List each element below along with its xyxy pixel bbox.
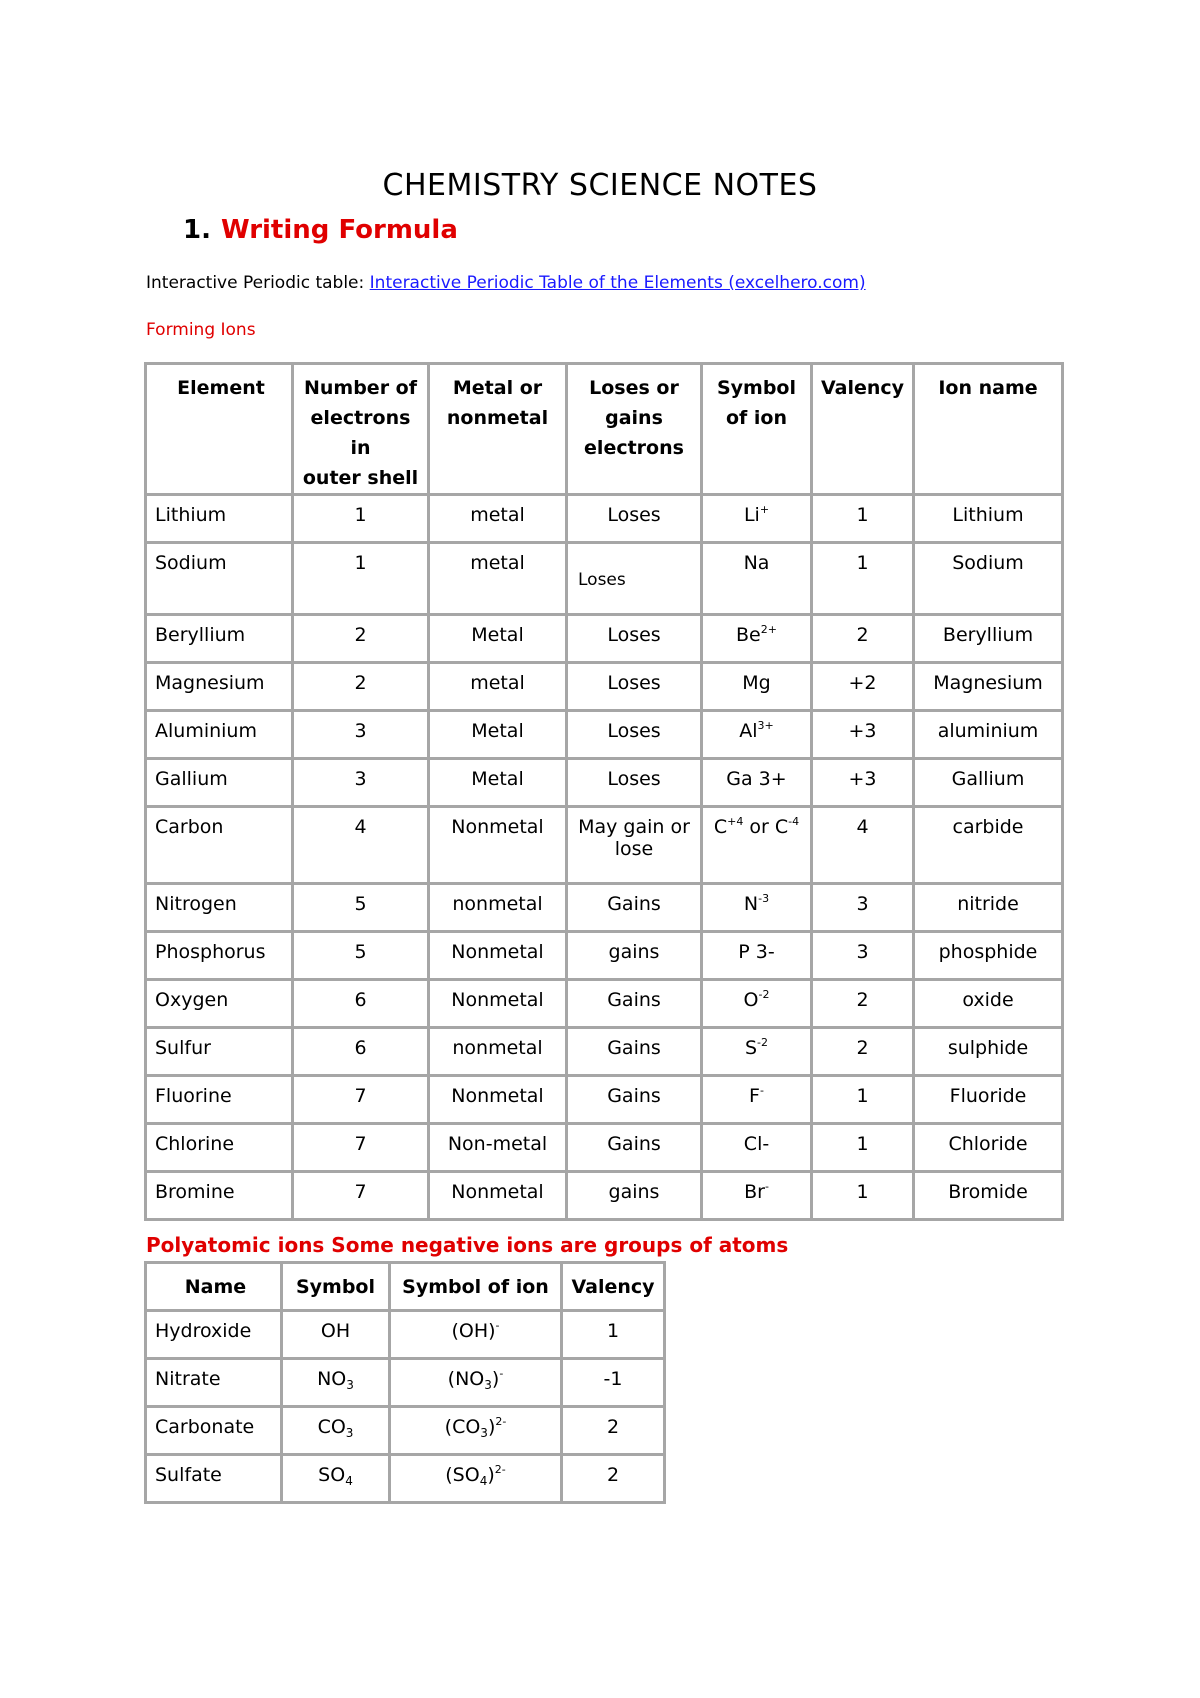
valency-cell: 1 [562,1311,665,1359]
header-electrons: Number of electrons in outer shell [293,364,429,495]
valency-cell: 4 [812,807,914,884]
section-number: 1. [183,215,211,245]
ion-name-cell: nitride [914,884,1063,932]
electrons-cell: 1 [293,543,429,615]
valency-cell: 2 [812,615,914,663]
symbol-cell: Mg [702,663,812,711]
valency-cell: 1 [812,495,914,543]
table-row [146,1455,665,1503]
periodic-table-line [146,273,866,293]
ion-name-cell: sulphide [914,1028,1063,1076]
metal-cell: nonmetal [429,884,567,932]
symbol-cell: F- [702,1076,812,1124]
element-cell: Lithium [146,495,293,543]
table-row [146,1172,1063,1220]
symbol-cell: Li+ [702,495,812,543]
electrons-cell: 1 [293,495,429,543]
valency-cell: +3 [812,711,914,759]
metal-cell: Nonmetal [429,1076,567,1124]
loses-cell: Loses [567,543,702,615]
valency-cell: 2 [812,980,914,1028]
header-name: Name [146,1263,282,1311]
header-symbol: Symbol of ion [702,364,812,495]
loses-cell: Loses [567,711,702,759]
polyatomic-ions-table [144,1261,666,1504]
electrons-cell: 5 [293,932,429,980]
element-cell: Oxygen [146,980,293,1028]
symbol-cell: $CO_3$ [282,1407,390,1455]
ion-name-cell: oxide [914,980,1063,1028]
header-symbol-of-ion: Symbol of ion [390,1263,562,1311]
symbol-cell: $Be^{2+}$ [702,615,812,663]
forming-ions-heading: Forming Ions [146,320,256,340]
symbol-cell: $O^{-2}$ [702,980,812,1028]
loses-cell: Gains [567,1028,702,1076]
loses-cell: gains [567,932,702,980]
page-title: CHEMISTRY SCIENCE NOTES [382,168,818,203]
symbol-cell: OH [282,1311,390,1359]
metal-cell: Metal [429,711,567,759]
ion-name-cell: Sodium [914,543,1063,615]
table-row [146,884,1063,932]
element-cell: Bromine [146,1172,293,1220]
loses-cell: Gains [567,980,702,1028]
electrons-cell: 2 [293,615,429,663]
ion-name-cell: phosphide [914,932,1063,980]
electrons-cell: 3 [293,711,429,759]
symbol-cell: Cl- [702,1124,812,1172]
loses-cell: gains [567,1172,702,1220]
table-row [146,932,1063,980]
polyatomic-heading: Polyatomic ions Some negative ions are groups of atoms [146,1233,789,1257]
table-row [146,663,1063,711]
symbol-cell: Br- [702,1172,812,1220]
symbol-cell: Ga 3+ [702,759,812,807]
ion-name-cell: carbide [914,807,1063,884]
header-loses-gains: Loses or gains electrons [567,364,702,495]
valency-cell: 1 [812,1124,914,1172]
metal-cell: Nonmetal [429,980,567,1028]
element-cell: Nitrogen [146,884,293,932]
element-cell: Sodium [146,543,293,615]
forming-ions-table [144,362,1064,1221]
symbol-cell: $NO_3$ [282,1359,390,1407]
table-row [146,495,1063,543]
valency-cell: 1 [812,543,914,615]
section-title: Writing Formula [220,215,458,245]
ion-name-cell: Lithium [914,495,1063,543]
table-header-row [146,1263,665,1311]
periodic-table-link[interactable]: Interactive Periodic Table of the Elements (excelhero.com) [369,273,866,293]
valency-cell: 2 [562,1455,665,1503]
metal-cell: Non-metal [429,1124,567,1172]
loses-cell: Loses [567,663,702,711]
symbol-ion-cell: (OH)- [390,1311,562,1359]
loses-cell: Gains [567,1076,702,1124]
electrons-cell: 6 [293,1028,429,1076]
ion-name-cell: Gallium [914,759,1063,807]
ion-name-cell: aluminium [914,711,1063,759]
loses-cell: Loses [567,495,702,543]
element-cell: Fluorine [146,1076,293,1124]
name-cell: Carbonate [146,1407,282,1455]
valency-cell: -1 [562,1359,665,1407]
table-header-row [146,364,1063,495]
header-element: Element [146,364,293,495]
header-ion-name: Ion name [914,364,1063,495]
element-cell: Carbon [146,807,293,884]
electrons-cell: 7 [293,1076,429,1124]
valency-cell: 3 [812,932,914,980]
name-cell: Nitrate [146,1359,282,1407]
table-row [146,1359,665,1407]
loses-cell: Gains [567,884,702,932]
valency-cell: +2 [812,663,914,711]
section-heading [183,215,458,245]
metal-cell: metal [429,663,567,711]
ion-name-cell: Beryllium [914,615,1063,663]
loses-cell: Loses [567,615,702,663]
valency-cell: 3 [812,884,914,932]
symbol-cell: P 3- [702,932,812,980]
table-row [146,1124,1063,1172]
link-prefix: Interactive Periodic table: [146,273,370,293]
electrons-cell: 4 [293,807,429,884]
valency-cell: 2 [812,1028,914,1076]
table-row [146,711,1063,759]
header-symbol: Symbol [282,1263,390,1311]
metal-cell: Nonmetal [429,1172,567,1220]
valency-cell: 2 [562,1407,665,1455]
electrons-cell: 6 [293,980,429,1028]
table-row [146,759,1063,807]
valency-cell: 1 [812,1172,914,1220]
table-row [146,980,1063,1028]
symbol-ion-cell: $(SO_4)^{2-}$ [390,1455,562,1503]
electrons-cell: 7 [293,1124,429,1172]
element-cell: Sulfur [146,1028,293,1076]
metal-cell: Nonmetal [429,807,567,884]
electrons-cell: 3 [293,759,429,807]
metal-cell: metal [429,495,567,543]
ion-name-cell: Chloride [914,1124,1063,1172]
table-row [146,1311,665,1359]
symbol-ion-cell: $(NO_3)^-$ [390,1359,562,1407]
element-cell: Beryllium [146,615,293,663]
header-valency: Valency [562,1263,665,1311]
symbol-cell: $C^{+4}$ or $C^{-4}$ [702,807,812,884]
element-cell: Gallium [146,759,293,807]
symbol-cell: $Al^{3+}$ [702,711,812,759]
element-cell: Aluminium [146,711,293,759]
symbol-cell: $N^{-3}$ [702,884,812,932]
metal-cell: metal [429,543,567,615]
electrons-cell: 5 [293,884,429,932]
ion-name-cell: Magnesium [914,663,1063,711]
name-cell: Sulfate [146,1455,282,1503]
table-row [146,1028,1063,1076]
valency-cell: +3 [812,759,914,807]
name-cell: Hydroxide [146,1311,282,1359]
header-valency: Valency [812,364,914,495]
element-cell: Chlorine [146,1124,293,1172]
table-row [146,615,1063,663]
valency-cell: 1 [812,1076,914,1124]
header-metal: Metal or nonmetal [429,364,567,495]
element-cell: Phosphorus [146,932,293,980]
electrons-cell: 2 [293,663,429,711]
symbol-cell: $S^{-2}$ [702,1028,812,1076]
table-row [146,1076,1063,1124]
metal-cell: Nonmetal [429,932,567,980]
ion-name-cell: Bromide [914,1172,1063,1220]
metal-cell: Metal [429,759,567,807]
loses-cell: Gains [567,1124,702,1172]
loses-cell: May gain or lose [567,807,702,884]
ion-name-cell: Fluoride [914,1076,1063,1124]
element-cell: Magnesium [146,663,293,711]
symbol-cell: Na [702,543,812,615]
table-row [146,1407,665,1455]
table-row [146,807,1063,884]
symbol-ion-cell: $(CO_3)^{2-}$ [390,1407,562,1455]
table-row [146,543,1063,615]
electrons-cell: 7 [293,1172,429,1220]
metal-cell: Metal [429,615,567,663]
metal-cell: nonmetal [429,1028,567,1076]
loses-cell: Loses [567,759,702,807]
symbol-cell: $SO_4$ [282,1455,390,1503]
